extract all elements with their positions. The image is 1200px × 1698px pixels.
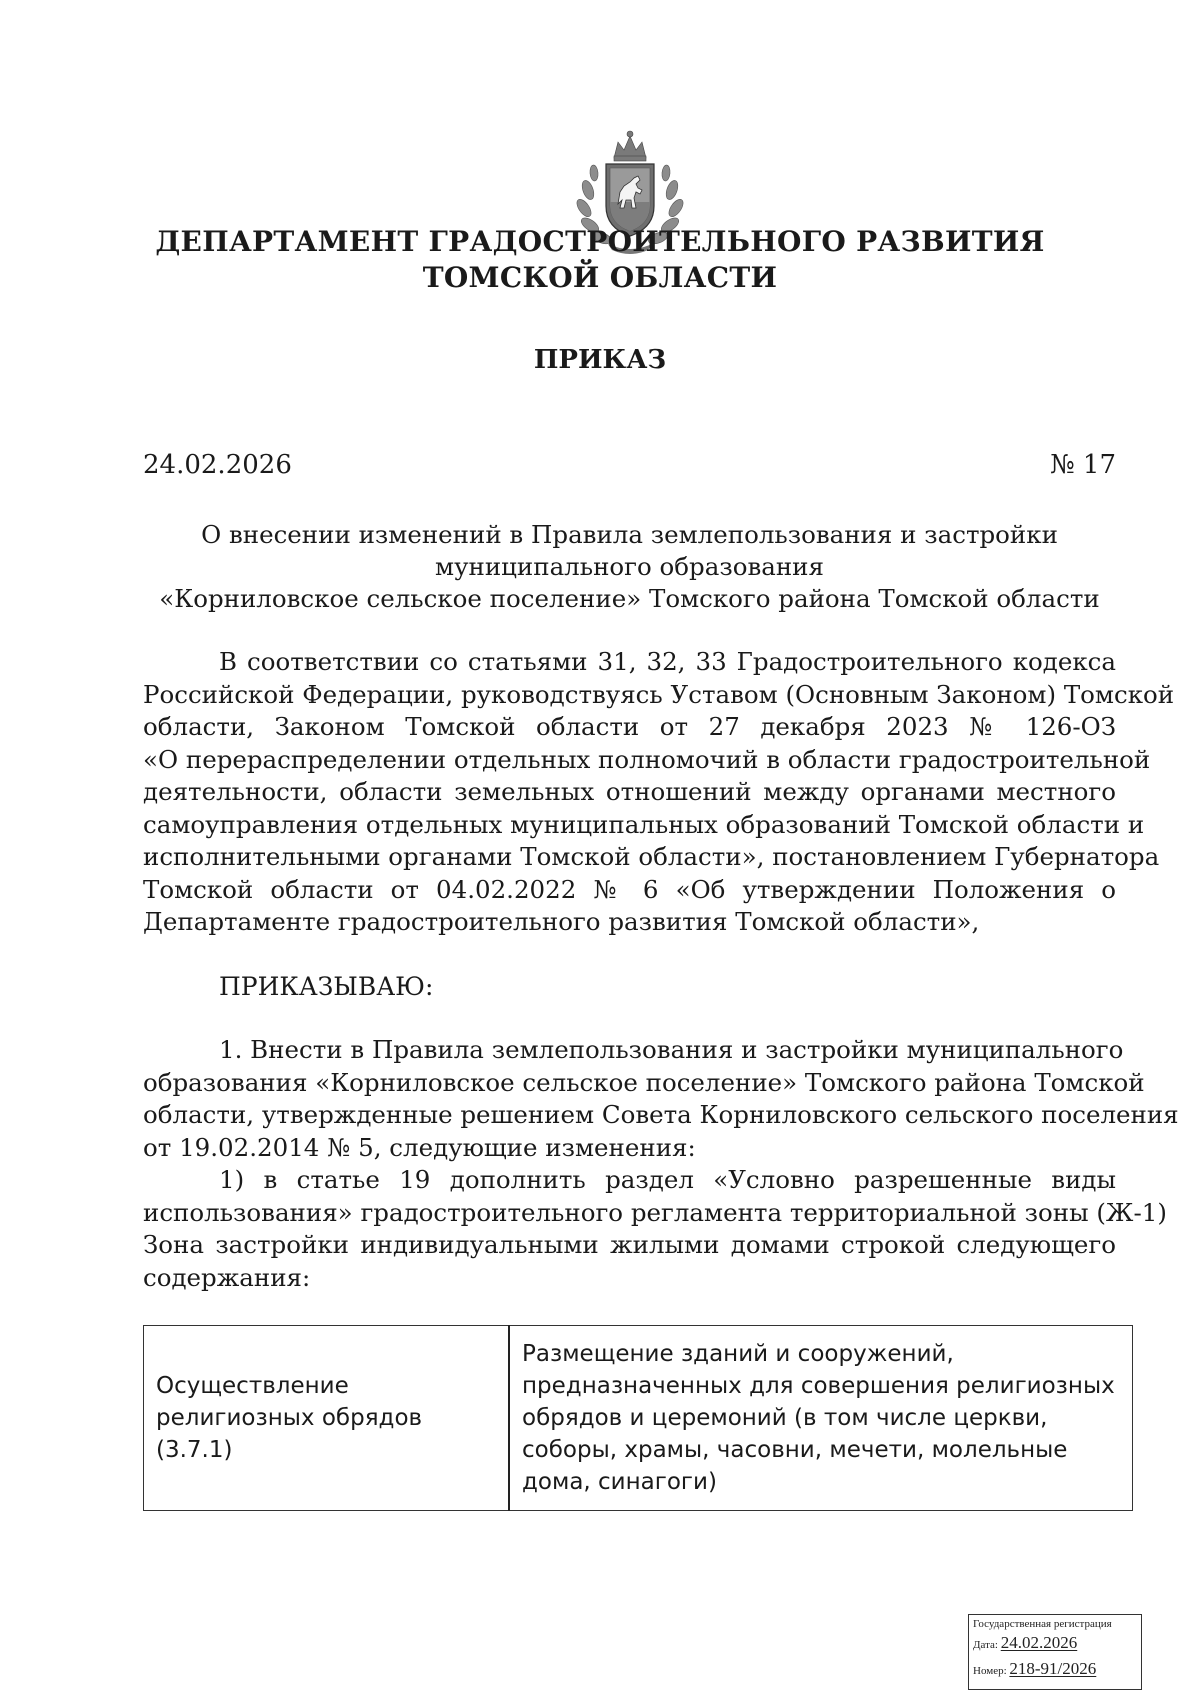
- subject-line: муниципального образования: [435, 552, 824, 581]
- use-description-line: обрядов и церемоний (в том числе церкви,: [522, 1405, 1048, 1431]
- use-description-line: дома, синагоги): [522, 1469, 717, 1495]
- table-row: [144, 1326, 1133, 1511]
- document-type: ПРИКАЗ: [533, 345, 667, 375]
- registration-date-label: Дата:: [973, 1639, 998, 1651]
- registration-title: Государственная регистрация: [973, 1618, 1112, 1630]
- registration-number-label: Номер:: [973, 1665, 1007, 1677]
- preamble-line: исполнительными органами Томской области», постановлением Губернатора: [143, 842, 1160, 871]
- item-1-line: от 19.02.2014 № 5, следующие изменения:: [143, 1133, 696, 1162]
- item-1-sub-1-line: использования» градостроительного регламента территориальной зоны (Ж-1): [143, 1198, 1167, 1227]
- preamble-line: области, Законом Томской области от 27 декабря 2023 № 126-ОЗ: [143, 712, 1116, 741]
- registration-number-value: 218-91/2026: [1009, 1659, 1097, 1678]
- document-date: 24.02.2026: [143, 450, 292, 480]
- order-directive: ПРИКАЗЫВАЮ:: [219, 972, 434, 1001]
- preamble-line: Российской Федерации, руководствуясь Уставом (Основным Законом) Томской: [143, 680, 1175, 709]
- subject-line: «Корниловское сельское поселение» Томского района Томской области: [159, 584, 1100, 613]
- item-1-sub-1-line: 1) в статье 19 дополнить раздел «Условно разрешенные виды: [219, 1165, 1116, 1194]
- item-1-sub-1-line: содержания:: [143, 1263, 311, 1292]
- preamble-line: деятельности, области земельных отношений между органами местного: [143, 777, 1116, 806]
- use-description-line: предназначенных для совершения религиозных: [522, 1373, 1115, 1399]
- preamble-line: «О перераспределении отдельных полномочий в области градостроительной: [143, 745, 1151, 774]
- preamble-line: самоуправления отдельных муниципальных образований Томской области и: [143, 810, 1145, 839]
- preamble-line: Департаменте градостроительного развития Томской области»,: [143, 907, 980, 936]
- registration-stamp: [968, 1614, 1142, 1690]
- item-1-sub-1-line: Зона застройки индивидуальными жилыми домами строкой следующего: [143, 1230, 1116, 1259]
- preamble-line: Томской области от 04.02.2022 № 6 «Об утверждении Положения о: [143, 875, 1116, 904]
- use-name-line: Осуществление: [156, 1373, 349, 1399]
- item-1-line: области, утвержденные решением Совета Корниловского сельского поселения: [143, 1100, 1179, 1129]
- item-1-line: 1. Внести в Правила землепользования и застройки муниципального: [219, 1035, 1124, 1064]
- registration-number-row: [973, 1659, 1096, 1679]
- use-name-cell: [144, 1326, 510, 1511]
- subject-line: О внесении изменений в Правила землепользования и застройки: [201, 520, 1058, 549]
- registration-date-row: [973, 1633, 1077, 1653]
- item-1-line: образования «Корниловское сельское поселение» Томского района Томской: [143, 1068, 1145, 1097]
- use-description-cell: [509, 1326, 1133, 1511]
- document-number: № 17: [1050, 450, 1116, 480]
- use-description-line: соборы, храмы, часовни, мечети, молельные: [522, 1437, 1068, 1463]
- organization-title-line2: ТОМСКОЙ ОБЛАСТИ: [422, 261, 778, 294]
- registration-date-value: 24.02.2026: [1000, 1633, 1078, 1652]
- use-description-line: Размещение зданий и сооружений,: [522, 1341, 954, 1367]
- organization-title-line1: ДЕПАРТАМЕНТ ГРАДОСТРОИТЕЛЬНОГО РАЗВИТИЯ: [155, 225, 1045, 258]
- use-name-line: религиозных обрядов (3.7.1): [156, 1405, 423, 1463]
- regulation-table: [143, 1325, 1133, 1511]
- preamble-line: В соответствии со статьями 31, 32, 33 Градостроительного кодекса: [219, 647, 1116, 676]
